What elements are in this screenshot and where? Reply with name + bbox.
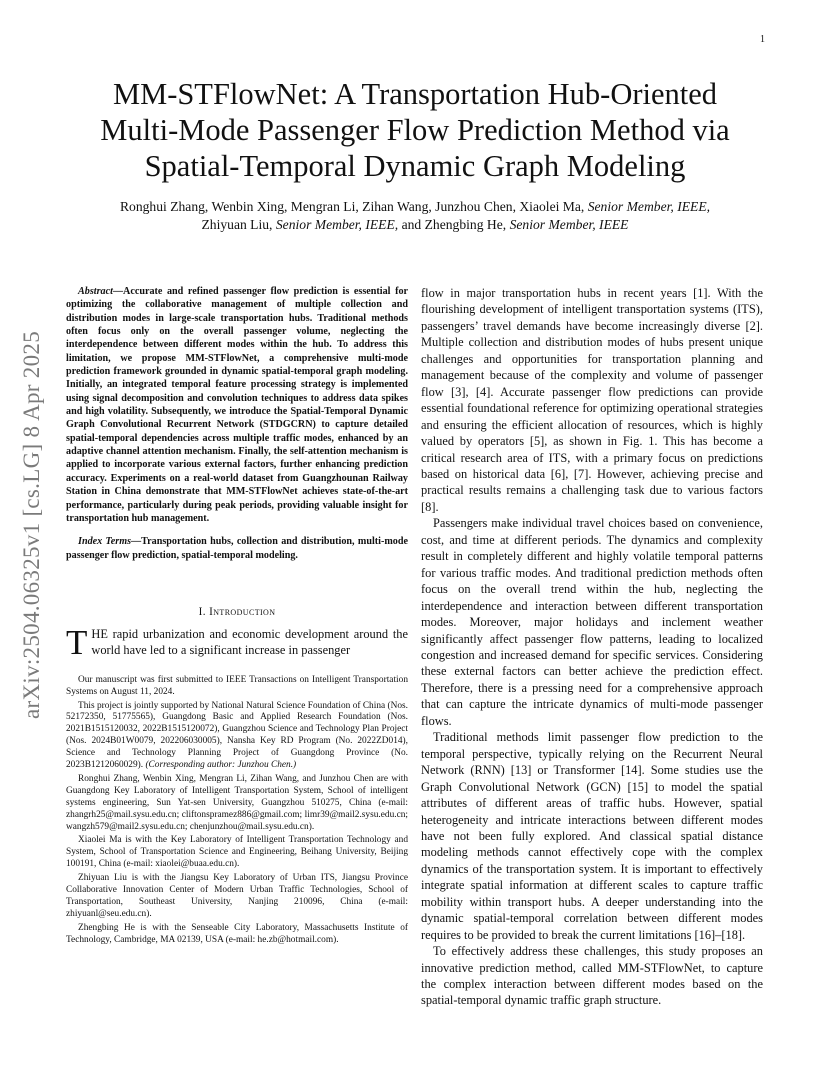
footnote-corresponding-author: (Corresponding author: Junzhou Chen.)	[145, 760, 297, 771]
footnote: Ronghui Zhang, Wenbin Xing, Mengran Li, Zihan Wang, and Junzhou Chen are with Guangdong Key Laboratory of Intelligent Transportation System, School of intelligent systems engineering, Sun Yat-sen University, Guangzhou 510275, China (e-mail: zhangrh25@mail.sysu.edu.cn; cliftonspramez886@gmail.com; limr39@mail2.sysu.edu.cn; wangzh579@mail2.sysu.edu.cn; chenjunzhou@mail.sysu.edu.cn).	[66, 773, 408, 832]
title-line: Spatial-Temporal Dynamic Graph Modeling	[144, 149, 686, 183]
title-line: Multi-Mode Passenger Flow Prediction Method via	[100, 113, 730, 147]
index-terms-label: Index Terms	[78, 536, 132, 548]
author-role: Senior Member, IEEE,	[275, 217, 399, 232]
section-title: Introduction	[209, 605, 276, 618]
author-list	[70, 198, 760, 234]
abstract-label: Abstract	[78, 286, 113, 297]
body-paragraph: Passengers make individual travel choices based on convenience, cost, and time at different periods. The dynamics and complexity result in completely different and highly volatile temporal patterns for various traffic modes. And traditional prediction methods often focus on the overall trend within the hub, neglecting the interdependence and interaction between different transportation modes. Moreover, major holidays and inclement weather significantly affect passenger flow patterns, leading to localized congestion and increased demand for specific services. Considering these external factors can better achieve the prediction effect. Therefore, there is a pressing need for a comprehensive approach that can capture the intricate dynamics of multi-mode passenger flows.	[421, 516, 763, 728]
body-paragraph: flow in major transportation hubs in recent years [1]. With the flourishing development of intelligent transportation systems (ITS), passengers’ travel demands have become increasingly diverse [2]. Multiple collection and distribution modes of hubs present unique challenges and opportunities for transportation planning and management because of the complexity and volume of passenger flow [3], [4]. Accurate passenger flow predictions can provide essential foundational reference for optimizing operational strategies and ensuring the efficient allocation of resources, which is highly valued by operators [5], as shown in Fig. 1. This has become a critical research area of ITS, with a primary focus on predictions based on historical data [6], [7]. However, achieving precise and practical results remains a challenging task due to various factors [8].	[421, 286, 763, 514]
section-number: I.	[198, 605, 206, 618]
body-paragraph: To effectively address these challenges, this study proposes an innovative prediction method, called MM-STFlowNet, to capture the complex interaction between different modes based on the spatial-temporal dynamic traffic graph structure.	[421, 944, 763, 1008]
abstract-text: —Accurate and refined passenger flow prediction is essential for optimizing the collaborative management of multiple collection and distribution modes in large-scale transportation hubs. Traditional methods often focus only on the overall passenger volume, neglecting the interdependence between different modes within the hub. To address this limitation, we propose MM-STFlowNet, a comprehensive multi-mode prediction framework grounded in dynamic spatial-temporal graph modeling. Initially, an integrated temporal feature processing strategy is implemented using signal decomposition and convolution techniques to address data spikes and high volatility. Subsequently, we introduce the Spatial-Temporal Dynamic Graph Convolutional Recurrent Network (STDGCRN) to capture detailed spatial-temporal dependencies across multiple traffic modes, enhanced by an adaptive channel attention mechanism. Finally, the self-attention mechanism is applied to incorporate various external factors, further enhancing prediction accuracy. Experiments on a real-world dataset from Guangzhounan Railway Station in China demonstrate that MM-STFlowNet achieves state-of-the-art performance, particularly during peak periods, providing valuable insight for transportation hub management.	[66, 286, 408, 524]
footnotes	[66, 675, 408, 947]
author-name: and Zhengbing He,	[401, 217, 507, 232]
abstract	[66, 285, 408, 525]
intro-paragraph	[66, 622, 408, 662]
index-terms-text: —Transportation hubs, collection and distribution, multi-mode passenger flow prediction, spatial-temporal modeling.	[66, 536, 408, 561]
authors-line1: Ronghui Zhang, Wenbin Xing, Mengran Li, Zihan Wang, Junzhou Chen, Xiaolei Ma,	[119, 199, 585, 214]
left-column	[66, 285, 408, 949]
footnote: Zhiyuan Liu is with the Jiangsu Key Laboratory of Urban ITS, Jiangsu Province Collaborative Innovation Center of Modern Urban Traffic Technologies, School of Transportation, Southeast University, Nanjing 210096, China (e-mail: zhiyuanl@seu.edu.cn).	[66, 873, 408, 919]
footnote: Our manuscript was first submitted to IEEE Transactions on Intelligent Transportation Systems on August 11, 2024.	[66, 674, 408, 697]
author-role: Senior Member, IEEE,	[587, 199, 711, 214]
index-terms	[66, 535, 408, 562]
author-role: Senior Member, IEEE	[509, 217, 629, 232]
dropcap-letter: T	[66, 622, 88, 662]
footnote	[66, 701, 408, 772]
footnote: Xiaolei Ma is with the Key Laboratory of Intelligent Transportation Technology and System, School of Transportation Science and Engineering, Beihang University, Beijing 100191, China (e-mail: xiaolei@buaa.edu.cn).	[66, 835, 408, 870]
arxiv-identifier-text: arXiv:2504.06325v1 [cs.LG] 8 Apr 2025	[19, 331, 44, 719]
paper-title	[70, 76, 760, 184]
right-column	[421, 285, 763, 1009]
author-name: Zhiyuan Liu,	[201, 217, 273, 232]
page-number: 1	[760, 34, 765, 45]
intro-text: HE rapid urbanization and economic development around the world have led to a significant increase in passenger	[91, 626, 408, 658]
arxiv-identifier	[10, 290, 54, 760]
footnote-funding: This project is jointly supported by National Natural Science Foundation of China (Nos. 52172350, 51775565), Guangdong Basic and Applied Research Foundation (Nos. 2021B1515120032, 2022B1515120072), Guangzhou Science and Technology Plan Project (Nos. 2024B01W0079, 202206030005), Nansha Key RD Program (No. 2022ZD014), Science and Technology Planning Project of Guangdong Province (No. 2023B1212060029).	[66, 700, 408, 771]
section-heading-introduction	[66, 606, 408, 618]
footnote: Zhengbing He is with the Senseable City Laboratory, Massachusetts Institute of Technology, Cambridge, MA 02139, USA (e-mail: he.zb@hotmail.com).	[66, 922, 408, 945]
title-line: MM-STFlowNet: A Transportation Hub-Oriented	[112, 77, 718, 111]
body-paragraph: Traditional methods limit passenger flow prediction to the temporal perspective, typically relying on the Recurrent Neural Network (RNN) [13] or Transformer [14]. Some studies use the Graph Convolutional Network (GCN) [15] to model the spatial attributes of different areas of traffic hubs. However, spatial heterogeneity and intricate interactions between different modes have not been fully explored. And classical spatial distance modeling methods cannot effectively cope with the complex dynamics of the transportation system. It is important to effectively integrate spatial information at different scales to capture traffic mobility within transport hubs. A deeper understanding into the dynamic spatial-temporal correlation between different modes requires to be provided to break the current limitations [16]–[18].	[421, 730, 763, 942]
